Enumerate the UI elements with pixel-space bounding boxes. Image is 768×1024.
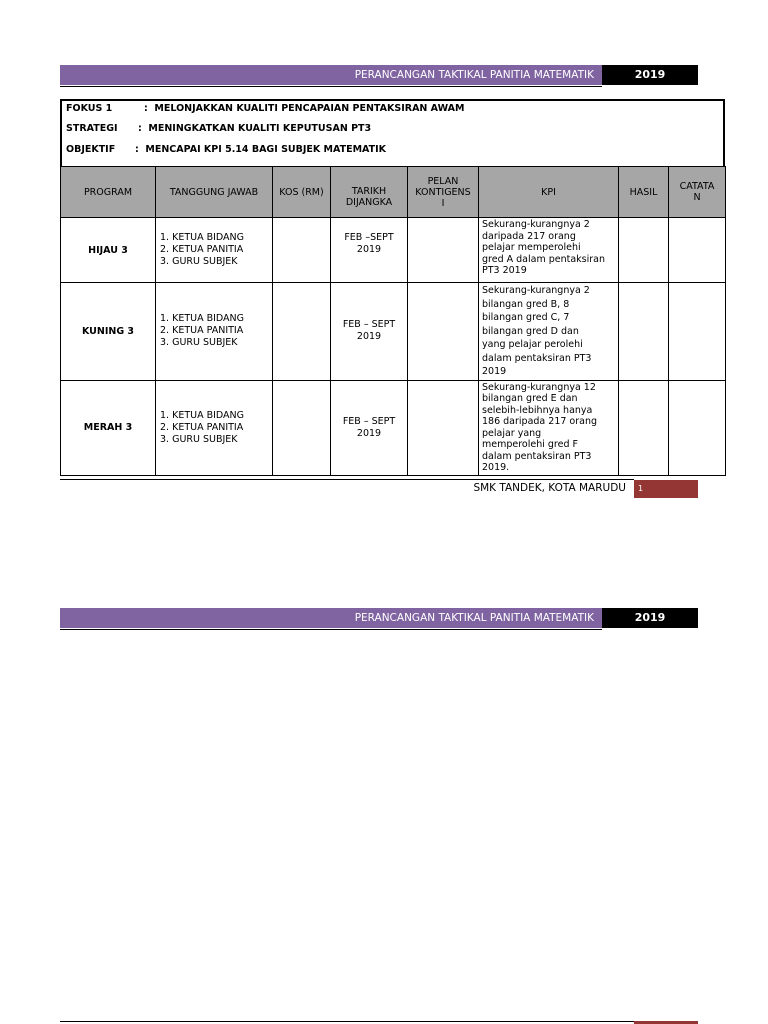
kpi-line: selebih-lebihnya hanya xyxy=(482,404,593,416)
tarikh-line-1: TARIKH xyxy=(351,186,387,197)
col-header-kos: KOS (RM) xyxy=(273,167,331,218)
objektif-label: OBJEKTIF xyxy=(66,144,116,155)
strategi-value: : MENINGKATKAN KUALITI KEPUTUSAN PT3 xyxy=(138,123,372,134)
pelan-line-3: I xyxy=(441,197,445,209)
hasil-cell xyxy=(619,283,669,381)
kpi-cell xyxy=(479,283,619,381)
program-cell: MERAH 3 xyxy=(61,380,156,475)
kpi-line: pelajar memperolehi xyxy=(482,242,581,253)
col-header-kpi: KPI xyxy=(479,167,619,218)
table-row xyxy=(61,218,726,283)
pelan-cell xyxy=(408,380,479,475)
kpi-line: Sekurang-kurangnya 12 xyxy=(482,381,596,393)
kpi-line: gred A dalam pentaksiran xyxy=(482,253,606,265)
catatan-cell xyxy=(669,283,726,381)
tj-item: 1. KETUA BIDANG xyxy=(160,232,245,243)
kpi-line: Sekurang-kurangnya 2 xyxy=(482,285,590,296)
focus-info-box xyxy=(60,99,725,167)
kpi-line: pelajar yang xyxy=(482,427,542,439)
col-header-hasil: HASIL xyxy=(619,167,669,218)
strategi-line xyxy=(66,123,371,134)
tj-item: 1. KETUA BIDANG xyxy=(160,409,245,421)
footer-school: SMK TANDEK, KOTA MARUDU xyxy=(473,482,626,494)
pelan-cell xyxy=(408,218,479,283)
date-line: 2019 xyxy=(356,331,382,343)
page-header xyxy=(60,65,698,85)
header-title: PERANCANGAN TAKTIKAL PANITIA MATEMATIK xyxy=(354,69,594,81)
tj-item: 2. KETUA PANITIA xyxy=(160,244,244,255)
program-cell: HIJAU 3 xyxy=(61,218,156,283)
tarikh-cell xyxy=(331,283,408,381)
tarikh-cell xyxy=(331,380,408,475)
tarikh-line-2: DIJANGKA xyxy=(345,197,393,208)
catatan-line-1: CATATA xyxy=(679,181,715,192)
kpi-line: daripada 217 orang xyxy=(482,230,576,242)
header-year: 2019 xyxy=(602,65,698,85)
catatan-cell xyxy=(669,218,726,283)
date-line: 2019 xyxy=(356,427,382,439)
table-row xyxy=(61,380,726,475)
table-row xyxy=(61,283,726,381)
kpi-line: Sekurang-kurangnya 2 xyxy=(482,219,590,230)
tanggung-jawab-cell xyxy=(156,283,273,381)
pelan-cell xyxy=(408,283,479,381)
hasil-cell xyxy=(619,380,669,475)
header-title: PERANCANGAN TAKTIKAL PANITIA MATEMATIK xyxy=(354,612,594,624)
page-header-2 xyxy=(60,608,698,628)
pelan-line-2: KONTIGENS xyxy=(415,186,471,198)
kpi-line: 2019. xyxy=(482,462,510,473)
page-number: 1 xyxy=(638,484,644,493)
kpi-line: bilangan gred B, 8 xyxy=(482,298,570,310)
date-line: 2019 xyxy=(356,244,382,255)
date-line: FEB –SEPT xyxy=(344,232,394,243)
kpi-line: PT3 2019 xyxy=(482,265,527,276)
tanggung-jawab-cell xyxy=(156,218,273,283)
strategi-label: STRATEGI xyxy=(66,123,118,134)
plan-table xyxy=(60,166,726,476)
col-header-pelan xyxy=(408,167,479,218)
tj-item: 3. GURU SUBJEK xyxy=(160,256,238,267)
kpi-line: memperolehi gred F xyxy=(482,439,578,450)
kos-cell xyxy=(273,380,331,475)
header-underline xyxy=(60,86,602,87)
kpi-line: dalam pentaksiran PT3 xyxy=(482,450,592,462)
tj-item: 3. GURU SUBJEK xyxy=(160,337,238,349)
date-line: FEB – SEPT xyxy=(342,319,396,331)
kpi-line: bilangan gred D dan xyxy=(482,325,579,337)
date-line: FEB – SEPT xyxy=(342,415,396,427)
header-underline xyxy=(60,629,602,630)
kos-cell xyxy=(273,218,331,283)
tj-item: 2. KETUA PANITIA xyxy=(160,325,244,337)
objektif-line xyxy=(66,144,386,155)
footer-rule-2 xyxy=(60,1021,634,1022)
kpi-line: yang pelajar perolehi xyxy=(482,339,583,350)
col-header-tarikh xyxy=(331,167,408,218)
col-header-program: PROGRAM xyxy=(61,167,156,218)
footer-rule xyxy=(60,479,634,480)
pelan-line-1: PELAN xyxy=(427,175,459,187)
catatan-line-2: N xyxy=(693,192,701,203)
hasil-cell xyxy=(619,218,669,283)
fokus-line xyxy=(66,103,464,114)
catatan-cell xyxy=(669,380,726,475)
page-number-box xyxy=(634,480,698,498)
kpi-line: 186 daripada 217 orang xyxy=(482,416,598,427)
program-cell: KUNING 3 xyxy=(61,283,156,381)
tj-item: 1. KETUA BIDANG xyxy=(160,313,245,325)
tarikh-cell xyxy=(331,218,408,283)
tj-item: 2. KETUA PANITIA xyxy=(160,421,244,433)
tj-item: 3. GURU SUBJEK xyxy=(160,433,238,445)
kpi-line: bilangan gred C, 7 xyxy=(482,312,570,323)
fokus-value: : MELONJAKKAN KUALITI PENCAPAIAN PENTAKSIRAN AWAM xyxy=(144,103,465,114)
kpi-line: dalam pentaksiran PT3 xyxy=(482,352,592,364)
col-header-tanggung-jawab: TANGGUNG JAWAB xyxy=(156,167,273,218)
kos-cell xyxy=(273,283,331,381)
kpi-line: 2019 xyxy=(482,366,507,377)
fokus-label: FOKUS 1 xyxy=(66,103,113,114)
table-header-row xyxy=(61,167,726,218)
col-header-catatan xyxy=(669,167,726,218)
tanggung-jawab-cell xyxy=(156,380,273,475)
kpi-line: bilangan gred E dan xyxy=(482,393,578,404)
kpi-cell xyxy=(479,380,619,475)
header-year: 2019 xyxy=(602,608,698,628)
objektif-value: : MENCAPAI KPI 5.14 BAGI SUBJEK MATEMATIK xyxy=(135,144,387,155)
kpi-cell xyxy=(479,218,619,283)
